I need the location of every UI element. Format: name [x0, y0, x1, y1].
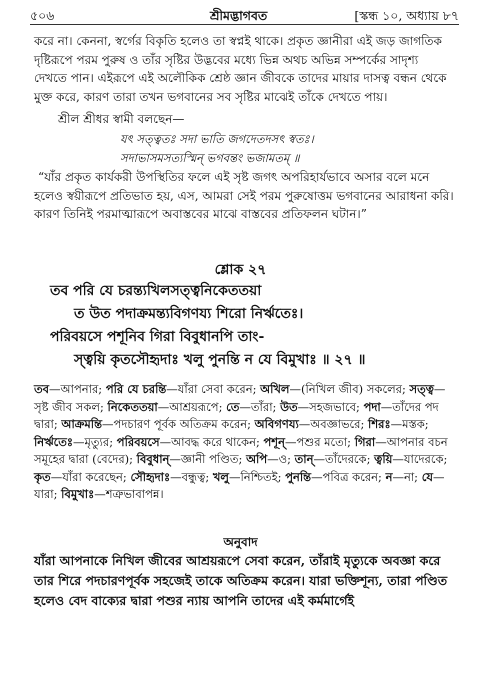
sloka-line: স্ত্বয়ি কৃতসৌহৃদাঃ খলু পুনন্তি ন যে বিমুখাঃ ॥ ২৭ ॥ — [74, 352, 366, 368]
word-term: তব — [34, 382, 50, 396]
word-meaning: —অবজ্ঞাভরে; — [298, 417, 369, 431]
word-meaning: —বন্ধুত্ব; — [170, 469, 213, 484]
word-term: ন — [385, 469, 393, 484]
word-meaning: —মৃত্যুর; — [73, 434, 117, 449]
word-meaning: —তাঁদের পদ দ্বারা; — [34, 399, 439, 431]
word-meaning: —আপনার; — [49, 382, 106, 396]
word-term: যে — [421, 469, 433, 484]
word-meaning: —যাদেরকে; — [392, 452, 448, 466]
word-term: অখিল — [260, 382, 290, 396]
translation-title: অনুবাদ — [223, 535, 258, 549]
section-label: [স্কন্ধ ১০, অধ্যায় ৮৭ — [354, 8, 459, 23]
word-meaning: —সৃষ্ট জীব সকল; — [34, 382, 446, 414]
sloka-line: পরিবয়সে পশূনিব গিরা বিবুধানপি তাং- — [50, 329, 265, 345]
word-term: বিমুখাঃ — [61, 487, 95, 501]
quoted-verse — [120, 130, 314, 168]
book-title: শ্রীমদ্ভাগবত — [210, 8, 268, 23]
paragraph-1: করে না। কেননা, স্বর্গের বিকৃতি হলেও তা স্বপ্নই থাকে। প্রকৃত জ্ঞানীরা এই জড় জাগতিক দৃষ্টিরূপে পরম পুরুষ ও তাঁর সৃষ্টির উদ্ভবের মধ্যে ভিন্ন অথচ অভিন্ন সম্পর্কের সাদৃশ্য দেখতে পান। এইরূপে এই অলৌকিক শ্রেষ্ঠ জ্ঞান জীবকে তাদের মায়ার দাসত্ব বন্ধন থেকে মুক্ত করে, কারণ তারা তখন ভগবানের সব সৃষ্টির মাঝেই তাঁকে দেখতে পায়। — [34, 34, 447, 104]
word-meanings — [34, 381, 454, 504]
word-term: সৌহৃদাঃ — [130, 469, 171, 484]
word-term: খলু — [212, 469, 229, 484]
word-term: আক্রমন্তি — [61, 417, 103, 431]
word-term: তান্ — [294, 452, 314, 466]
sloka-title: শ্লোক ২৭ — [214, 262, 267, 278]
word-meaning: —তাঁরা; — [239, 399, 281, 414]
word-meaning: —আশ্রয়রূপে; — [157, 399, 227, 414]
word-meaning: —তাঁদেরকে; — [313, 452, 375, 466]
word-meaning: —মস্তক; — [390, 417, 429, 431]
sloka-line: তব পরি যে চরন্ত্যখিলসত্ত্বনিকেততয়া — [50, 283, 262, 299]
word-meaning: —যাঁরা করেছেন; — [50, 469, 131, 484]
word-term: পুনন্তি — [285, 469, 312, 484]
paragraph-2: শ্রীল শ্রীধর স্বামী বলছেন— — [58, 112, 185, 126]
word-meaning: —না; — [392, 469, 422, 484]
word-meaning: —যারা; — [34, 469, 445, 501]
word-meaning: —পশুর মতো; — [284, 434, 355, 449]
word-term: নির্ঋতেঃ — [34, 434, 74, 449]
paragraph-3: “যাঁর প্রকৃত কার্যকরী উপস্থিতির ফলে এই সৃষ্ট জগৎ অপরিহার্যভাবে অসার বলে মনে হলেও স্বয়ীরূপে প্রতিভাত হয়, এস, আমরা সেই পরম পুরুষোত্তম ভগবানের আরাধনা করি। কারণ তিনিই পরমাত্মারূপে অবাস্তবের মাঝে বাস্তবের প্রতিফলন ঘটান।” — [34, 170, 454, 221]
word-term: ত্বয়ি — [374, 452, 393, 466]
sloka-line: ত উত পদাক্রমন্ত্যবিগণয্য শিরো নির্ঋতেঃ। — [74, 306, 304, 322]
word-term: অবিগণয্য — [254, 417, 299, 431]
word-term: শিরঃ — [368, 417, 391, 431]
translation-text: যাঁরা আপনাকে নিখিল জীবের আশ্রয়রূপে সেবা করেন, তাঁরাই মৃত্যুকে অবজ্ঞা করে তার শিরে পদচারণপূর্বক সহজেই তাকে অতিক্রম করেন। যারা ভক্তিশূন্য, তারা পণ্ডিত হলেও বেদ বাক্যের দ্বারা পশুর ন্যায় আপনি তাদের এই কর্মমার্গেই — [34, 553, 448, 608]
quoted-verse-line: যৎ সত্ত্বতঃ সদা ভাতি জগদেতদসৎ স্বতঃ। — [120, 132, 314, 146]
word-meaning: —জ্ঞানী পণ্ডিত; — [169, 452, 247, 466]
word-meaning: —সহজভাবে; — [297, 399, 364, 414]
word-term: পরি যে চরন্তি — [105, 382, 167, 396]
word-term: বিবুধান্ — [136, 452, 170, 466]
word-term: সত্ত্ব — [409, 382, 434, 396]
header-rule — [30, 24, 459, 25]
word-meaning: —আপনার বচন সমূহের দ্বারা (বেদের); — [34, 434, 448, 466]
quoted-verse-line: সদাভাসমসত্যস্মিন্ ভগবন্তং ভজামতম্ ॥ — [120, 151, 300, 165]
word-term: নিকেততয়া — [107, 399, 158, 414]
word-term: উত — [280, 399, 298, 414]
word-meaning: —নিশ্চিতই; — [228, 469, 286, 484]
word-meaning: —শত্রুভাবাপন্ন। — [94, 487, 164, 501]
word-meaning: —যাঁরা সেবা করেন; — [166, 382, 261, 396]
word-term: পদা — [363, 399, 381, 414]
word-term: পশূন্ — [263, 434, 285, 449]
sloka-verse — [50, 280, 470, 372]
word-term: পরিবয়সে — [116, 434, 160, 449]
word-meaning: —ও; — [267, 452, 295, 466]
word-meaning: —পদচারণ পূর্বক অতিক্রম করেন; — [102, 417, 255, 431]
page-header — [30, 6, 459, 26]
word-term: কৃত — [34, 469, 51, 484]
word-meaning: —আবদ্ধ করে থাকেন; — [159, 434, 264, 449]
word-term: গিরা — [354, 434, 376, 449]
word-term: অপি — [246, 452, 268, 466]
word-meaning: —পবিত্র করেন; — [311, 469, 386, 484]
word-meaning: —(নিখিল জীব) সকলের; — [289, 382, 410, 396]
page-number: ৫০৬ — [30, 8, 55, 23]
word-term: তে — [226, 399, 240, 414]
